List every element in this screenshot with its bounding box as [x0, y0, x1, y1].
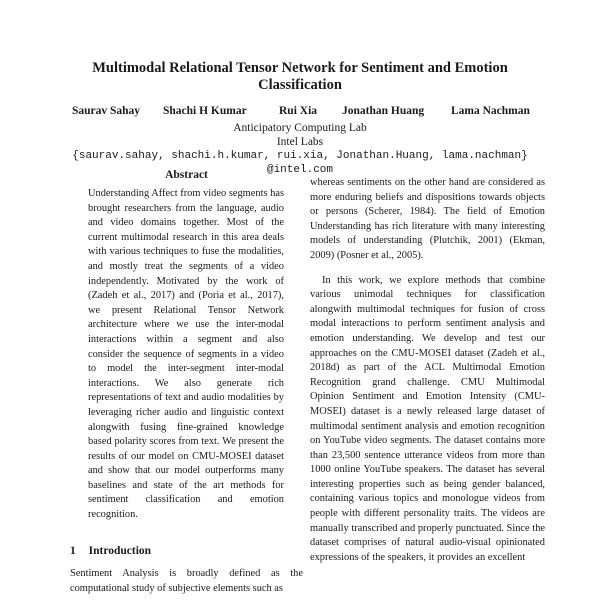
- author-emails: {saurav.sahay, shachi.h.kumar, rui.xia, Jonathan.Huang, lama.nachman}: [72, 150, 528, 162]
- author-name: Saurav Sahay: [72, 105, 141, 117]
- section-title: Introduction: [88, 545, 152, 557]
- affiliation-org: Intel Labs: [276, 136, 324, 148]
- author-name: Rui Xia: [279, 105, 318, 117]
- section-number: 1: [70, 545, 76, 557]
- body-paragraph: In this work, we explore methods that combine various unimodal techniques for classification alongwith multimodal techniques for fusion of cross modal interactions to perform sentiment analysis and emotion understanding. We develop and test our approaches on the CMU-MOSEI dataset (Zadeh et al., 2018d) as part of the ACL Multimodal Emotion Recognition grand challenge. CMU Multimodal Opinion Sentiment and Emotion Intensity (CMU-MOSEI) dataset is a newly released large dataset of multimodal sentiment analysis and emotion recognition on YouTube video segments. The dataset contains more than 23,500 sentence utterance videos from more than 1000 online YouTube speakers. The dataset has several interesting properties such as being gender balanced, containing various topics and monologue videos from people with different personality traits. The videos are manually transcribed and properly punctuated. Since the dataset comprises of natural audio-visual opinionated expressions of the speakers, it provides an excellent: [310, 274, 545, 563]
- affiliation-lab: Anticipatory Computing Lab: [233, 122, 367, 134]
- abstract-heading: Abstract: [165, 169, 208, 181]
- body-paragraph: whereas sentiments on the other hand are considered as more enduring beliefs and dispositions towards objects or persons (Scherer, 1984). The field of Emotion Understanding has rich literature with many interesting models of understanding (Plutchik, 2001) (Ekman, 2009) (Posner et al., 2005).: [310, 177, 545, 261]
- section-heading-introduction: [70, 545, 151, 557]
- author-name: Jonathan Huang: [342, 105, 425, 117]
- abstract-text: [88, 187, 284, 523]
- right-column: [310, 176, 545, 565]
- abstract-paragraph: Understanding Affect from video segments has brought researchers from the language, audio and video domains together. Most of the current multimodal research in this area deals with various techniques to fuse the modalities, and mostly treat the segments of a video independently. Motivated by the work of (Zadeh et al., 2017) and (Poria et al., 2017), we present Relational Tensor Network architecture where we use the inter-modal interactions within a segment and also consider the sequence of segments in a video to model the inter-segment inter-modal interactions. We also generate rich representations of text and audio modalities by leveraging richer audio and linguistic context alongwith fusing fine-grained knowledge based polarity scores from text. We present the results of our model on CMU-MOSEI dataset and show that our model outperforms many baselines and state of the art methods for sentiment classification and emotion recognition.: [88, 188, 284, 521]
- email-domain: @intel.com: [266, 164, 333, 176]
- introduction-text-left: [70, 567, 303, 596]
- author-name: Lama Nachman: [451, 105, 530, 117]
- body-paragraph: Sentiment Analysis is broadly defined as the computational study of subjective elements such as: [70, 568, 303, 594]
- paper-title: Multimodal Relational Tensor Network for Sentiment and Emotion Classification: [92, 60, 508, 93]
- author-name: Shachi H Kumar: [163, 105, 247, 117]
